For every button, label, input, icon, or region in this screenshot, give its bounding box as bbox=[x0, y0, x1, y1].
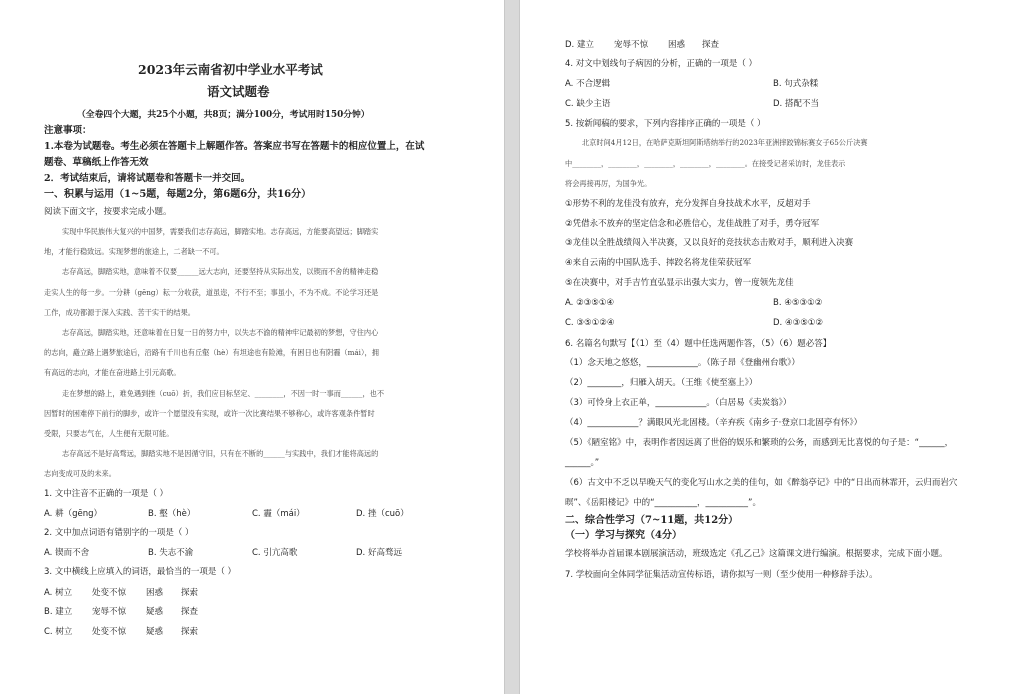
q4-option-d: D. 搭配不当 bbox=[773, 99, 819, 109]
q2-option-c: C. 引亢高歌 bbox=[252, 548, 298, 558]
section-2-heading: 二、综合性学习（7~11题，共12分） bbox=[565, 515, 739, 526]
passage-line: 实现中华民族伟大复兴的中国梦，需要我们志存高远，脚踏实地。志存高远，方能要高望远；脚踏实 bbox=[62, 227, 379, 236]
q6-item: （5）《陋室铭》中，表明作者因远离了世俗的娱乐和繁琐的公务，而感到无比喜悦的句子是：“______， bbox=[565, 438, 954, 448]
notice-1-line1: 1.本卷为试题卷。考生必须在答题卡上解题作答。答案应书写在答题卡的相应位置上，在试 bbox=[44, 141, 425, 152]
question-5: 5. 按新闻稿的要求，下列内容排序正确的一项是（ ） bbox=[565, 119, 766, 129]
exam-subtitle: 语文试题卷 bbox=[207, 84, 270, 99]
notice-1-line2: 题卷、草稿纸上作答无效 bbox=[44, 157, 149, 168]
question-4: 4. 对文中划线句子病因的分析，正确的一项是（ ） bbox=[565, 59, 758, 69]
q5-lead-line: 将会再接再厉，为国争光。 bbox=[565, 179, 652, 188]
q3-option-d-word4: 探查 bbox=[702, 40, 720, 50]
q3-option-d-word1: D. 建立 bbox=[565, 40, 594, 50]
passage-line: 工作，成功都源于深入实践、苦干实干的结果。 bbox=[44, 308, 195, 317]
section-2-intro: 学校将举办首届课本剧展演活动，班级选定《孔乙己》这篇课文进行编演。根据要求，完成下面小题。 bbox=[565, 549, 948, 559]
q3-option-b-word2: 宠辱不惊 bbox=[92, 607, 127, 617]
subsection-heading: （一）学习与探究（4分） bbox=[565, 530, 682, 541]
q3-option-a-word3: 困惑 bbox=[146, 588, 164, 598]
passage-line: 有高远的志向，才能在奋进路上引元高歌。 bbox=[44, 368, 181, 377]
q3-option-c-word1: C. 树立 bbox=[44, 627, 73, 637]
q3-option-b-word4: 探查 bbox=[181, 607, 199, 617]
q5-option-c: C. ③⑤①②④ bbox=[565, 318, 615, 328]
q3-option-c-word2: 处变不惊 bbox=[92, 627, 127, 637]
q6-item: 暝”、《岳阳楼记》中的“__________，__________”。 bbox=[565, 498, 761, 508]
section-1-heading: 一、积累与运用（1~5题，每题2分，第6题6分，共16分） bbox=[44, 189, 312, 200]
q6-item: （3）可怜身上衣正单，____________。（白居易《卖炭翁》） bbox=[565, 398, 792, 408]
notice-2: 2．考试结束后，请将试题卷和答题卡一并交回。 bbox=[44, 173, 251, 184]
q4-option-a: A. 不合逻辑 bbox=[565, 79, 611, 89]
exam-title: 2023年云南省初中学业水平考试 bbox=[138, 62, 323, 77]
page-left bbox=[0, 0, 504, 694]
q3-option-a-word1: A. 树立 bbox=[44, 588, 73, 598]
q5-item: ②凭借永不放弃的坚定信念和必胜信心，龙佳战胜了对手，勇夺冠军 bbox=[565, 219, 820, 229]
passage-line: 的志向，矗立路上遇梦旅途后，沿路有千川也有丘壑（hè）有坦途也有险滩，有困日也有阴霾（mái），拥 bbox=[44, 348, 379, 357]
passage-line: 志存高远不是好高骛远，脚踏实地不是因循守旧，只有在不断的______与实践中，我们才能将高远的 bbox=[62, 449, 379, 458]
q3-option-d-word2: 宠辱不惊 bbox=[614, 40, 649, 50]
q5-item: ⑤在决赛中，对手吉竹直弘显示出强大实力，曾一度领先龙佳 bbox=[565, 278, 794, 288]
passage-line: 志存高远，脚踏实地，还意味着在日复一日的努力中，以失志不渝的精神牢记最初的梦想，守住内心 bbox=[62, 328, 379, 337]
q5-lead-line: 中________，________，________，________，________。在接受记者采访时，龙佳表示 bbox=[565, 159, 846, 168]
q3-option-c-word4: 探索 bbox=[181, 627, 199, 637]
q1-option-b: B. 壑（hè） bbox=[148, 509, 196, 519]
q6-item: （1）念天地之悠悠，____________。（陈子昂《登幽州台歌》） bbox=[565, 358, 800, 368]
q1-option-d: D. 挫（cuō） bbox=[356, 509, 409, 519]
q5-option-b: B. ④⑤③①② bbox=[773, 298, 823, 308]
q3-option-c-word3: 疑惑 bbox=[146, 627, 164, 637]
q3-option-b-word1: B. 建立 bbox=[44, 607, 73, 617]
passage-line: 走在梦想的路上，难免遇到挫（cuō）折，我们应目标坚定、________，不因一时一事而______，也不 bbox=[62, 389, 385, 398]
q6-item: （2）________，归雁入胡天。（王维《使至塞上》） bbox=[565, 378, 758, 388]
exam-meta: （全卷四个大题，共25个小题，共8页；满分100分，考试用时150分钟） bbox=[77, 110, 370, 120]
q1-option-a: A. 耕（gēng） bbox=[44, 509, 102, 519]
q5-item: ①形势不利的龙佳没有放弃，充分发挥自身技战术水平，反超对手 bbox=[565, 199, 811, 209]
question-1: 1. 文中注音不正确的一项是（ ） bbox=[44, 489, 169, 499]
notice-heading: 注意事项： bbox=[44, 125, 92, 136]
q6-item: （4）____________？满眼风光北固楼。（辛弃疾《南乡子·登京口北固亭有怀》） bbox=[565, 418, 863, 428]
q5-lead-line: 北京时间4月12日，在哈萨克斯坦阿斯塔纳举行的2023年亚洲摔跤锦标赛女子65公斤决赛 bbox=[582, 138, 868, 147]
passage-line: 因暂时的困难停下前行的脚步，或许一个愿望没有实现，或许一次比赛结果不够称心，或许客观条件暂时 bbox=[44, 409, 375, 418]
q5-option-d: D. ④③⑤①② bbox=[773, 318, 824, 328]
q2-option-b: B. 失志不渝 bbox=[148, 548, 194, 558]
page-gutter bbox=[504, 0, 520, 694]
q6-item: （6）古文中不乏以早晚天气的变化写山水之美的佳句，如《醉翁亭记》中的“日出而林霏开，云归而岩穴 bbox=[565, 478, 958, 488]
question-2: 2. 文中加点词语有错别字的一项是（ ） bbox=[44, 528, 194, 538]
reading-instruction: 阅读下面文字，按要求完成小题。 bbox=[44, 207, 172, 217]
q2-option-a: A. 锲而不舍 bbox=[44, 548, 90, 558]
q3-option-a-word2: 处变不惊 bbox=[92, 588, 127, 598]
passage-line: 志向变成可及的未来。 bbox=[44, 469, 116, 478]
passage-line: 受限，只要志气在，人生便有无限可能。 bbox=[44, 429, 174, 438]
q2-option-d: D. 好高骛远 bbox=[356, 548, 402, 558]
question-7: 7. 学校面向全体同学征集活动宣传标语，请你拟写一则（至少使用一种修辞手法）。 bbox=[565, 570, 878, 580]
q6-item: ______。” bbox=[565, 458, 600, 468]
passage-line: 志存高远，脚踏实地，意味着不仅要______远大志向，还要坚持从实际出发，以锲而不舍的精神走稳 bbox=[62, 267, 379, 276]
q3-option-d-word3: 困惑 bbox=[668, 40, 686, 50]
q5-option-a: A. ②③⑤①④ bbox=[565, 298, 615, 308]
question-6: 6. 名篇名句默写【（1）至（4）题中任选两题作答，（5）（6）题必答】 bbox=[565, 339, 832, 349]
passage-line: 走实人生的每一步。一分耕（gēng）耘一分收获，道虽迩，不行不至；事虽小，不为不成。不论学习还是 bbox=[44, 288, 379, 297]
passage-line: 地，才能行稳致远。实现梦想的旅途上，二者缺一不可。 bbox=[44, 247, 224, 256]
q3-option-b-word3: 疑惑 bbox=[146, 607, 164, 617]
page-right bbox=[520, 0, 1024, 694]
question-3: 3. 文中横线上应填入的词语，最恰当的一项是（ ） bbox=[44, 567, 237, 577]
q4-option-c: C. 缺少主语 bbox=[565, 99, 611, 109]
q1-option-c: C. 霾（mái） bbox=[252, 509, 305, 519]
q3-option-a-word4: 探索 bbox=[181, 588, 199, 598]
q4-option-b: B. 句式杂糅 bbox=[773, 79, 819, 89]
q5-item: ③龙佳以全胜战绩闯入半决赛，又以良好的竞技状态击败对手，顺利进入决赛 bbox=[565, 238, 854, 248]
q5-item: ④来自云南的中国队选手、摔跤名将龙佳荣获冠军 bbox=[565, 258, 752, 268]
